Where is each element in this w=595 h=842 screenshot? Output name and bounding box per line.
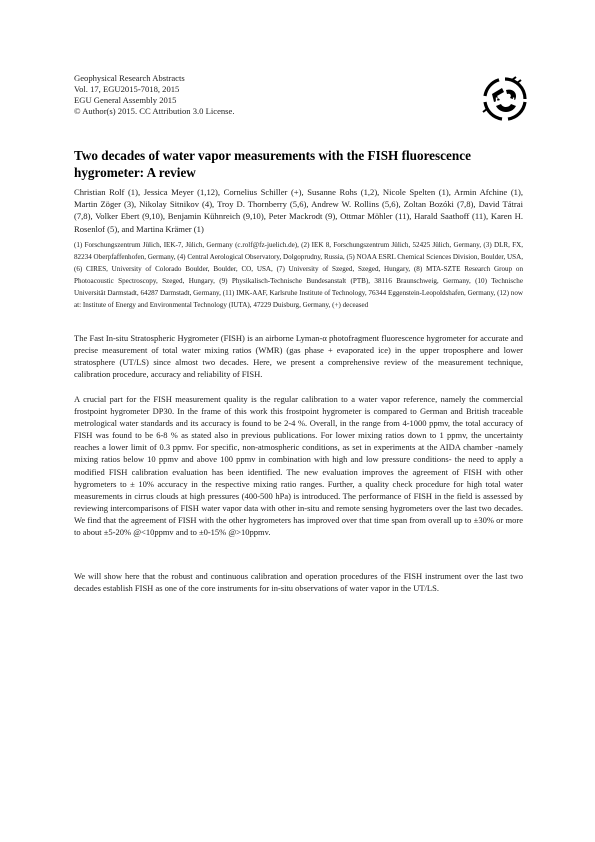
journal-name: Geophysical Research Abstracts (74, 73, 185, 83)
egu-logo-icon (482, 76, 528, 122)
egu-logo-lettering: EGU (495, 96, 515, 106)
author-list: Christian Rolf (1), Jessica Meyer (1,12), Cornelius Schiller (+), Susanne Rohs (1,2), Nicole Spelten (1), Armin Afchine (1), Martin Zöger (3), Nikolay Sitnikov (4), Troy D. Thornberry (5,6), Andrew W. Rollins (5,6), Zoltan Bozóki (7,8), David Tátrai (7,8), Volker Ebert (9,10), Benjamin Kühnreich (9,10), Peter Mackrodt (9), Ottmar Möhler (11), Harald Saathoff (11), Karen H. Rosenlof (5), and Martina Krämer (1) (74, 187, 523, 234)
paper-title: Two decades of water vapor measurements with the FISH fluorescence hygrometer: A review (74, 148, 471, 180)
copyright-notice: © Author(s) 2015. CC Attribution 3.0 License. (74, 106, 235, 116)
publication-header (74, 73, 374, 117)
assembly-name: EGU General Assembly 2015 (74, 95, 177, 105)
affiliation-list: (1) Forschungszentrum Jülich, IEK-7, Jülich, Germany (c.rolf@fz-juelich.de), (2) IEK 8, Forschungszentrum Jülich, 52425 Jülich, Germany, (3) DLR, FX, 82234 Oberpfaffenhofen, Germany, (4) Central Aerological Observatory, Dolgoprudny, Russia, (5) NOAA ESRL Chemical Sciences Division, Boulder, USA, (6) CIRES, University of Colorado Boulder, Boulder, CO, USA, (7) University of Szeged, Szeged, Hungary, (8) MTA-SZTE Research Group on Photoacoustic Spectroscopy, Szeged, Hungary, (9) Physikalisch-Technische Bundesanstalt (PTB), 38116 Braunschweig, Germany, (10) Technische Universität Darmstadt, 64287 Darmstadt, Germany, (11) IMK-AAF, Karlsruhe Institute of Technology, 76344 Eggenstein-Leopoldshafen, Germany, (12) now at: Institute of Energy and Environmental Technology (IUTA), 47229 Duisburg, Germany, (+) deceased (74, 241, 523, 310)
abstract-paragraph-1: The Fast In-situ Stratospheric Hygrometer (FISH) is an airborne Lyman-α photofragment fluorescence hygrometer for accurate and precise measurement of total water mixing ratios (WMR) (gas phase + evaporated ice) in the upper troposphere and lower stratosphere (UT/LS) since almost two decades. Here, we present a comprehensive review of the measurement technique, calibration procedure, accuracy and reliability of FISH. (74, 333, 523, 380)
volume-info: Vol. 17, EGU2015-7018, 2015 (74, 84, 180, 94)
abstract-paragraph-3: We will show here that the robust and continuous calibration and operation procedures of the FISH instrument over the last two decades establish FISH as one of the core instruments for in-situ observations of water vapor in the UT/LS. (74, 571, 523, 594)
abstract-paragraph-2: A crucial part for the FISH measurement quality is the regular calibration to a water vapor reference, namely the commercial frostpoint hygrometer DP30. In the frame of this work this frostpoint hygrometer is compared to German and British traceable metrological water standards and its accuracy is found to be 2-4 %. Overall, in the range from 4-1000 ppmv, the total accuracy of FISH was found to be 6-8 % as stated also in previous publications. For lower mixing ratios down to 1 ppmv, the uncertainty reaches a lower limit of 0.3 ppmv. For specific, non-atmospheric conditions, as set in experiments at the AIDA chamber -namely mixing ratios below 10 ppmv and above 100 ppmv in combination with high and low pressure conditions- the need to apply a modified FISH calibration evaluation has been identified. The new evaluation improves the agreement of FISH with other hygrometers to ± 10% accuracy in the respective mixing ratio ranges. Further, a quality check procedure for high total water measurements in cirrus clouds at high pressures (400-500 hPa) is introduced. The performance of FISH in the field is assessed by reviewing intercomparisons of FISH water vapor data with other in-situ and remote sensing hygrometers over the last two decades. We find that the agreement of FISH with the other hygrometers has improved over that time span from overall up to ±30% or more to about ±5-20% @<10ppmv and to ±0-15% @>10ppmv. (74, 394, 523, 538)
